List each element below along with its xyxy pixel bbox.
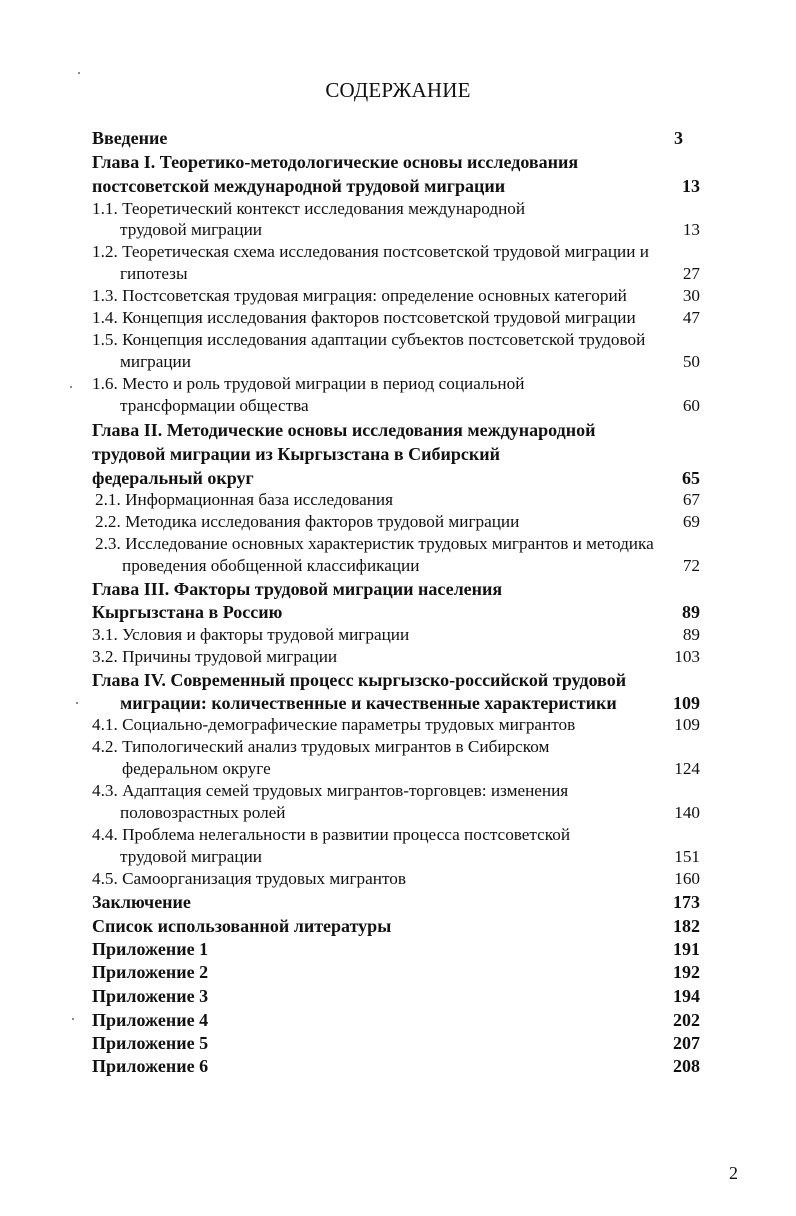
toc-section-4-4-cont[interactable]: [0, 845, 796, 869]
toc-chapter-4-title-cont[interactable]: [0, 691, 796, 715]
toc-entry-page: 151: [674, 847, 700, 866]
toc-section-1-3[interactable]: [0, 284, 796, 308]
toc-entry-appendix[interactable]: [0, 984, 796, 1008]
toc-chapter-label: Кыргызстана в Россию: [92, 602, 283, 622]
toc-section-1-2[interactable]: [0, 240, 796, 264]
toc-section-2-3[interactable]: [0, 532, 796, 556]
toc-section-2-1[interactable]: [0, 488, 796, 512]
toc-entry-label: Приложение 6: [92, 1056, 209, 1076]
toc-entry-label: Приложение 5: [92, 1033, 209, 1053]
toc-section-3-1[interactable]: [0, 623, 796, 647]
toc-section-label: 4.5. Самоорганизация трудовых мигрантов: [92, 869, 406, 888]
toc-section-label: 1.5. Концепция исследования адаптации субъектов постсоветской трудовой: [92, 330, 646, 349]
toc-section-2-2[interactable]: [0, 510, 796, 534]
toc-section-2-3-cont[interactable]: [0, 554, 796, 578]
toc-entry-label: Приложение 2: [92, 962, 209, 982]
toc-entry-introduction[interactable]: [0, 126, 796, 150]
toc-entry-page: 208: [673, 1056, 700, 1076]
toc-entry-page: 207: [673, 1033, 700, 1053]
toc-section-4-2-cont[interactable]: [0, 757, 796, 781]
toc-chapter-4-title[interactable]: [0, 668, 796, 692]
page-number: 2: [729, 1163, 738, 1183]
toc-entry-conclusion[interactable]: [0, 890, 796, 914]
toc-entry-appendix[interactable]: [0, 1054, 796, 1078]
toc-entry-page: 202: [673, 1010, 700, 1030]
toc-entry-label: Список использованной литературы: [92, 916, 392, 936]
toc-entry-page: 3: [674, 128, 683, 148]
toc-section-label: 4.2. Типологический анализ трудовых мигрантов в Сибирском: [92, 737, 550, 756]
toc-entry-page: 30: [682, 286, 700, 305]
toc-entry-page: 194: [673, 986, 700, 1006]
toc-entry-label: Заключение: [92, 892, 191, 912]
toc-section-label: миграции: [120, 352, 191, 371]
toc-section-label: 3.1. Условия и факторы трудовой миграции: [92, 625, 410, 644]
toc-section-label: 2.2. Методика исследования факторов трудовой миграции: [95, 512, 520, 531]
toc-chapter-label: трудовой миграции из Кыргызстана в Сибирский: [92, 444, 500, 464]
toc-section-label: 4.4. Проблема нелегальности в развитии процесса постсоветской: [92, 825, 571, 844]
toc-section-1-5[interactable]: [0, 328, 796, 352]
toc-entry-label: Приложение 1: [92, 939, 209, 959]
toc-entry-appendix[interactable]: [0, 1031, 796, 1055]
toc-entry-page: 13: [682, 220, 700, 239]
toc-section-1-5-cont[interactable]: [0, 350, 796, 374]
toc-entry-bibliography[interactable]: [0, 914, 796, 938]
toc-section-label: 3.2. Причины трудовой миграции: [92, 647, 338, 666]
toc-section-4-3-cont[interactable]: [0, 801, 796, 825]
toc-section-label: проведения обобщенной классификации: [122, 556, 420, 575]
toc-section-label: 1.1. Теоретический контекст исследования международной: [92, 199, 526, 218]
toc-entry-appendix[interactable]: [0, 1008, 796, 1032]
toc-section-3-2[interactable]: [0, 645, 796, 669]
toc-section-1-1-cont[interactable]: [0, 218, 796, 242]
toc-entry-page: 27: [682, 264, 700, 283]
page-title: СОДЕРЖАНИЕ: [325, 78, 471, 102]
toc-chapter-3-title-cont[interactable]: [0, 600, 796, 624]
toc-chapter-2-title-cont[interactable]: [0, 442, 796, 466]
toc-section-label: трудовой миграции: [120, 220, 262, 239]
toc-entry-page: 72: [682, 556, 700, 575]
toc-section-1-2-cont[interactable]: [0, 262, 796, 286]
toc-entry-page: 191: [673, 939, 700, 959]
toc-chapter-label: Глава I. Теоретико-методологические основы исследования: [92, 152, 579, 172]
toc-chapter-1-title[interactable]: [0, 150, 796, 174]
toc-entry-page: 173: [673, 892, 700, 912]
toc-chapter-label: Глава II. Методические основы исследования международной: [92, 420, 596, 440]
toc-entry-page: 50: [682, 352, 700, 371]
toc-section-label: 1.4. Концепция исследования факторов постсоветской трудовой миграции: [92, 308, 636, 327]
toc-section-label: гипотезы: [120, 264, 188, 283]
toc-chapter-1-title-cont[interactable]: [0, 174, 796, 198]
toc-section-label: 4.3. Адаптация семей трудовых мигрантов-торговцев: изменения: [92, 781, 569, 800]
toc-section-label: 4.1. Социально-демографические параметры трудовых мигрантов: [92, 715, 576, 734]
toc-entry-appendix[interactable]: [0, 960, 796, 984]
toc-chapter-2-title-cont2[interactable]: [0, 466, 796, 490]
toc-entry-page: 103: [674, 647, 700, 666]
toc-entry-label: Приложение 4: [92, 1010, 209, 1030]
toc-chapter-label: Глава III. Факторы трудовой миграции населения: [92, 579, 503, 599]
toc-section-label: 2.3. Исследование основных характеристик трудовых мигрантов и методика: [95, 534, 654, 553]
toc-entry-label: Введение: [92, 128, 168, 148]
toc-entry-label: Приложение 3: [92, 986, 209, 1006]
toc-chapter-label: постсоветской международной трудовой миграции: [92, 176, 506, 196]
toc-entry-page: 89: [682, 625, 700, 644]
toc-entry-page: 65: [682, 468, 700, 488]
toc-entry-page: 160: [674, 869, 700, 888]
toc-section-4-4[interactable]: [0, 823, 796, 847]
toc-chapter-label: миграции: количественные и качественные характеристики: [120, 693, 617, 713]
toc-section-4-3[interactable]: [0, 779, 796, 803]
toc-section-label: 1.6. Место и роль трудовой миграции в период социальной: [92, 374, 525, 393]
toc-section-1-4[interactable]: [0, 306, 796, 330]
toc-entry-page: 182: [673, 916, 700, 936]
toc-section-1-6[interactable]: [0, 372, 796, 396]
toc-section-4-1[interactable]: [0, 713, 796, 737]
toc-entry-page: 109: [674, 715, 700, 734]
toc-entry-page: 109: [673, 693, 700, 713]
toc-entry-page: 60: [682, 396, 700, 415]
toc-section-1-6-cont[interactable]: [0, 394, 796, 418]
toc-entry-page: 69: [682, 512, 700, 531]
toc-section-label: половозрастных ролей: [120, 803, 286, 822]
toc-section-4-5[interactable]: [0, 867, 796, 891]
toc-chapter-2-title[interactable]: [0, 418, 796, 442]
toc-section-label: 1.3. Постсоветская трудовая миграция: определение основных категорий: [92, 286, 627, 305]
toc-entry-page: 140: [674, 803, 700, 822]
toc-section-label: трансформации общества: [120, 396, 309, 415]
toc-entry-appendix[interactable]: [0, 937, 796, 961]
toc-section-label: 2.1. Информационная база исследования: [95, 490, 394, 509]
toc-section-label: федеральном округе: [122, 759, 271, 778]
toc-section-4-2[interactable]: [0, 735, 796, 759]
toc-entry-page: 124: [674, 759, 700, 778]
toc-entry-page: 47: [682, 308, 700, 327]
toc-section-label: 1.2. Теоретическая схема исследования постсоветской трудовой миграции и: [92, 242, 649, 261]
toc-entry-page: 89: [682, 602, 700, 622]
toc-chapter-label: федеральный округ: [92, 468, 254, 488]
toc-section-label: трудовой миграции: [120, 847, 262, 866]
toc-entry-page: 13: [682, 176, 700, 196]
toc-entry-page: 67: [682, 490, 700, 509]
toc-chapter-label: Глава IV. Современный процесс кыргызско-российской трудовой: [92, 670, 627, 690]
scan-speck: [78, 72, 80, 74]
toc-chapter-3-title[interactable]: [0, 577, 796, 601]
toc-entry-page: 192: [673, 962, 700, 982]
